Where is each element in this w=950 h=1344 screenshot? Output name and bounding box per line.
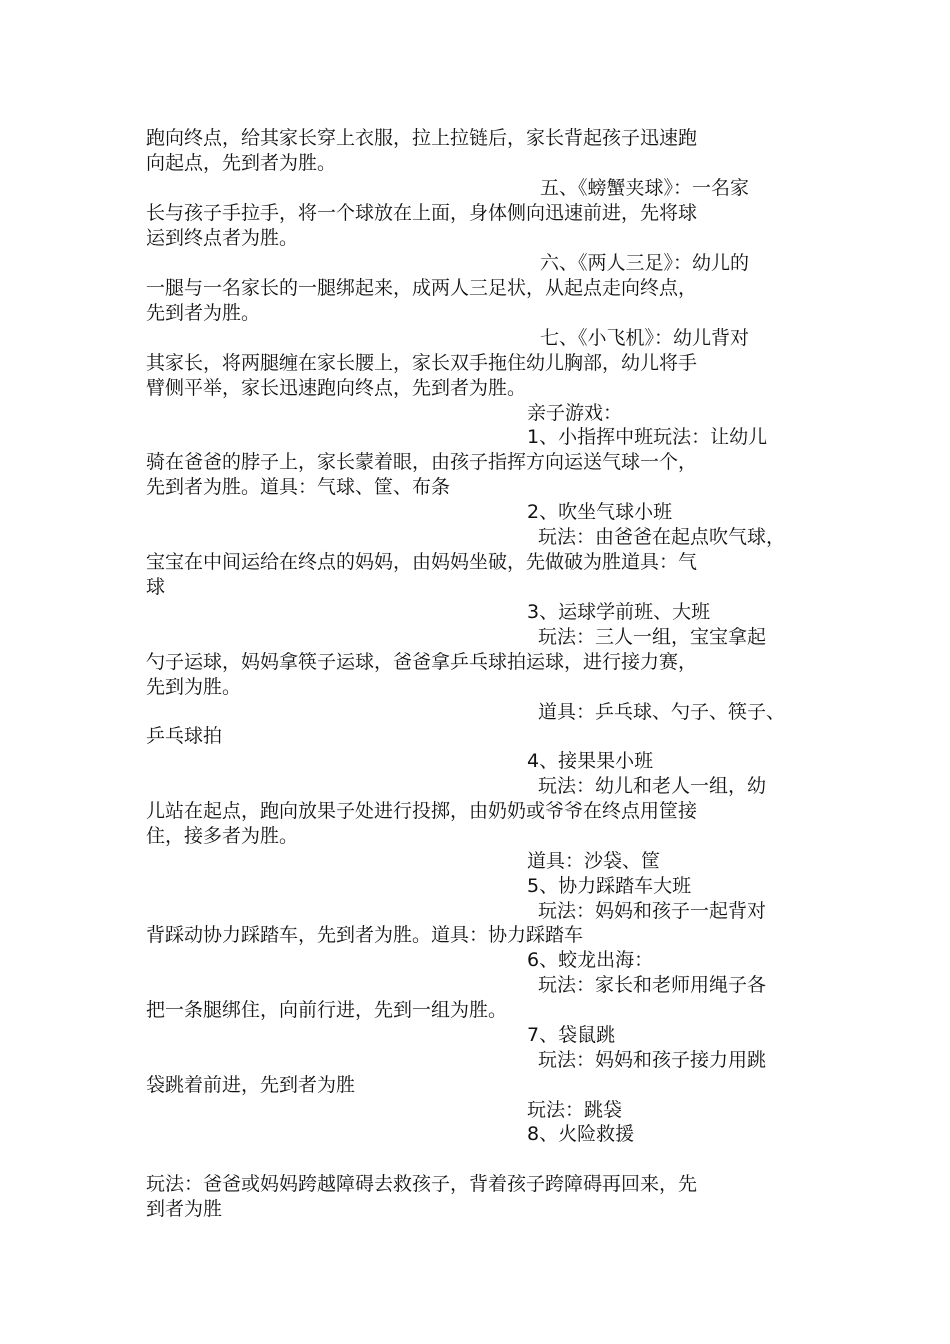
text-line-3: 五、《螃蟹夹球》：一名家 [540, 177, 750, 199]
text-line-31: 5、协力踩踏车大班 [527, 875, 692, 897]
text-line-40: 玩法：跳袋 [527, 1099, 623, 1121]
text-line-27: 玩法：幼儿和老人一组，幼 [538, 775, 767, 797]
text-line-43: 到者为胜 [146, 1198, 223, 1220]
text-line-25: 乒乓球拍 [146, 725, 223, 747]
text-line-22: 勺子运球，妈妈拿筷子运球，爸爸拿乒乓球拍运球，进行接力赛， [146, 651, 698, 673]
text-line-18: 宝宝在中间运给在终点的妈妈，由妈妈坐破，先做破为胜道具：气 [146, 551, 698, 573]
section-heading-parent-child-games: 亲子游戏： [527, 402, 623, 424]
text-line-4: 长与孩子手拉手，将一个球放在上面，身体侧向迅速前进，先将球 [146, 202, 698, 224]
text-line-1: 跑向终点，给其家长穿上衣服，拉上拉链后，家长背起孩子迅速跑 [146, 127, 698, 149]
text-line-38: 玩法：妈妈和孩子接力用跳 [538, 1049, 767, 1071]
text-line-5: 运到终点者为胜。 [146, 227, 299, 249]
text-line-39: 袋跳着前进，先到者为胜 [146, 1074, 356, 1096]
text-line-29: 住，接多者为胜。 [146, 825, 299, 847]
text-line-19: 球 [146, 576, 166, 598]
text-line-28: 儿站在起点，跑向放果子处进行投掷，由奶奶或爷爷在终点用筐接 [146, 800, 698, 822]
text-line-33: 背踩动协力踩踏车，先到者为胜。道具：协力踩踏车 [146, 924, 584, 946]
text-line-6: 六、《两人三足》：幼儿的 [540, 252, 750, 274]
text-line-42: 玩法：爸爸或妈妈跨越障碍去救孩子，背着孩子跨障碍再回来，先 [146, 1173, 698, 1195]
text-line-32: 玩法：妈妈和孩子一起背对 [538, 900, 767, 922]
text-line-7: 一腿与一名家长的一腿绑起来，成两人三足状，从起点走向终点， [146, 277, 698, 299]
text-line-24: 道具：乒乓球、勺子、筷子、 [538, 701, 786, 723]
text-line-15: 先到者为胜。道具：气球、筐、布条 [146, 476, 451, 498]
text-line-30: 道具：沙袋、筐 [527, 850, 661, 872]
text-line-16: 2、吹坐气球小班 [527, 501, 673, 523]
text-line-11: 臂侧平举，家长迅速跑向终点，先到者为胜。 [146, 377, 527, 399]
text-line-9: 七、《小飞机》：幼儿背对 [540, 327, 750, 349]
text-line-41: 8、火险救援 [527, 1123, 635, 1145]
text-line-8: 先到者为胜。 [146, 302, 261, 324]
text-line-23: 先到为胜。 [146, 676, 242, 698]
text-line-21: 玩法：三人一组，宝宝拿起 [538, 626, 767, 648]
text-line-26: 4、接果果小班 [527, 750, 654, 772]
text-line-34: 6、蛟龙出海： [527, 949, 654, 971]
text-line-37: 7、袋鼠跳 [527, 1024, 616, 1046]
text-line-13: 1、小指挥中班玩法：让幼儿 [527, 426, 768, 448]
text-line-17: 玩法：由爸爸在起点吹气球， [538, 526, 786, 548]
text-line-2: 向起点，先到者为胜。 [146, 152, 337, 174]
text-line-10: 其家长，将两腿缠在家长腰上，家长双手拖住幼儿胸部，幼儿将手 [146, 352, 698, 374]
text-line-35: 玩法：家长和老师用绳子各 [538, 974, 767, 996]
text-line-14: 骑在爸爸的脖子上，家长蒙着眼，由孩子指挥方向运送气球一个， [146, 451, 698, 473]
text-line-20: 3、运球学前班、大班 [527, 601, 711, 623]
text-line-36: 把一条腿绑住，向前行进，先到一组为胜。 [146, 999, 508, 1021]
